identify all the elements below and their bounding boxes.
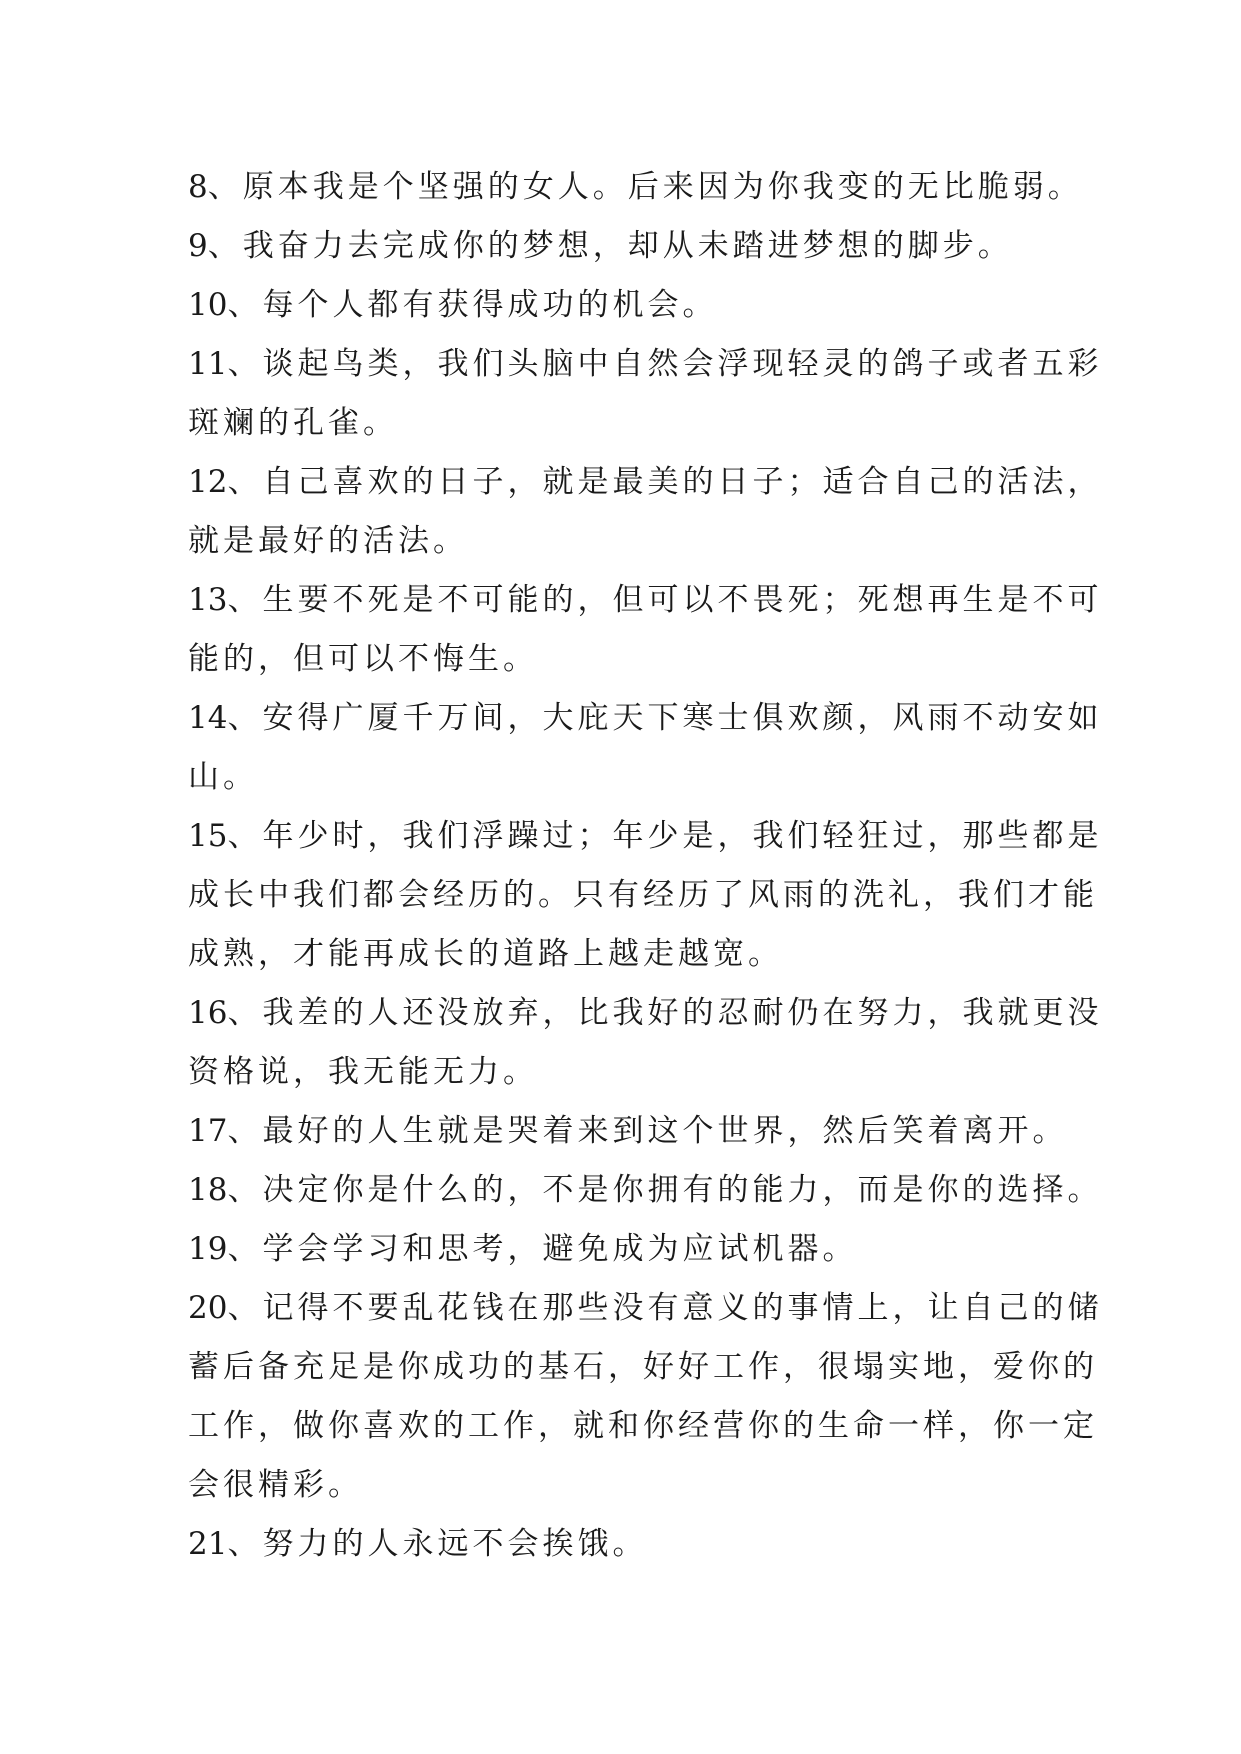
list-item-text: 、学会学习和思考，避免成为应试机器。 — [227, 1231, 858, 1267]
list-item-text: 、年少时，我们浮躁过；年少是，我们轻狂过，那些都是 — [227, 818, 1103, 854]
list-item-first-line — [188, 1161, 1103, 1220]
list-item-continuation-line: 成长中我们都会经历的。只有经历了风雨的洗礼，我们才能 — [188, 877, 1098, 913]
list-item-number: 16 — [188, 995, 228, 1031]
list-item-first-line — [188, 1220, 1068, 1279]
list-item-first-line — [188, 984, 1103, 1043]
list-item-first-line — [188, 1279, 1103, 1338]
list-item-number: 13 — [188, 582, 228, 618]
list-item-text: 、努力的人永远不会挨饿。 — [227, 1526, 648, 1562]
list-item-first-line — [188, 158, 1083, 217]
list-item-first-line — [188, 335, 1103, 394]
list-item — [188, 1102, 1068, 1161]
list-item-text: 、决定你是什么的，不是你拥有的能力，而是你的选择。 — [227, 1172, 1103, 1208]
list-item-number: 9 — [188, 228, 208, 264]
list-item-continuation-line: 山。 — [188, 759, 258, 795]
list-item-number: 12 — [188, 464, 228, 500]
list-item-first-line — [188, 1515, 1068, 1574]
list-item-text: 、安得广厦千万间，大庇天下寒士俱欢颜，风雨不动安如 — [227, 700, 1103, 736]
list-item-continuation-line: 斑斓的孔雀。 — [188, 405, 398, 441]
list-item-number: 8 — [188, 169, 208, 205]
list-item-continuation-line: 能的，但可以不悔生。 — [188, 641, 538, 677]
list-item-continuation-line: 就是最好的活法。 — [188, 523, 468, 559]
list-item — [188, 689, 1103, 807]
list-item-text: 、我奋力去完成你的梦想，却从未踏进梦想的脚步。 — [207, 228, 1013, 264]
list-item-number: 19 — [188, 1231, 228, 1267]
list-item-continuation-line: 资格说，我无能无力。 — [188, 1054, 538, 1090]
list-item-number: 11 — [188, 346, 228, 382]
list-item-text: 、自己喜欢的日子，就是最美的日子；适合自己的活法， — [227, 464, 1103, 500]
list-item — [188, 217, 1068, 276]
list-item — [188, 984, 1103, 1102]
list-item-text: 、生要不死是不可能的，但可以不畏死；死想再生是不可 — [227, 582, 1103, 618]
list-item — [188, 1161, 1103, 1220]
list-item-number: 20 — [188, 1290, 228, 1326]
list-item-text: 、我差的人还没放弃，比我好的忍耐仍在努力，我就更没 — [227, 995, 1103, 1031]
list-item-continuation-line: 工作，做你喜欢的工作，就和你经营你的生命一样，你一定 — [188, 1408, 1098, 1444]
list-item-text: 、记得不要乱花钱在那些没有意义的事情上，让自己的储 — [227, 1290, 1103, 1326]
list-item-number: 17 — [188, 1113, 228, 1149]
list-item-number: 15 — [188, 818, 228, 854]
list-item-text: 、最好的人生就是哭着来到这个世界，然后笑着离开。 — [227, 1113, 1068, 1149]
list-item — [188, 453, 1103, 571]
list-item-first-line — [188, 807, 1103, 866]
list-item — [188, 1279, 1103, 1515]
list-item-number: 14 — [188, 700, 228, 736]
list-item-number: 10 — [188, 287, 228, 323]
list-item-text: 、原本我是个坚强的女人。后来因为你我变的无比脆弱。 — [207, 169, 1083, 205]
list-item — [188, 158, 1083, 217]
list-item-first-line — [188, 689, 1103, 748]
list-item-first-line — [188, 571, 1103, 630]
list-item-text: 、谈起鸟类，我们头脑中自然会浮现轻灵的鸽子或者五彩 — [227, 346, 1103, 382]
list-item-continuation-line: 成熟，才能再成长的道路上越走越宽。 — [188, 936, 783, 972]
list-item-first-line — [188, 453, 1103, 512]
list-item — [188, 335, 1103, 453]
list-item-number: 18 — [188, 1172, 228, 1208]
list-item-first-line — [188, 276, 1068, 335]
list-item — [188, 571, 1103, 689]
list-item-number: 21 — [188, 1526, 228, 1562]
list-item — [188, 276, 1068, 335]
list-item — [188, 807, 1103, 984]
list-item-continuation-line: 会很精彩。 — [188, 1467, 363, 1503]
list-item-first-line — [188, 217, 1068, 276]
list-item-continuation-line: 蓄后备充足是你成功的基石，好好工作，很塌实地，爱你的 — [188, 1349, 1098, 1385]
list-item-first-line — [188, 1102, 1068, 1161]
list-item — [188, 1515, 1068, 1574]
document-body — [188, 158, 1103, 1574]
list-item — [188, 1220, 1068, 1279]
list-item-text: 、每个人都有获得成功的机会。 — [227, 287, 718, 323]
